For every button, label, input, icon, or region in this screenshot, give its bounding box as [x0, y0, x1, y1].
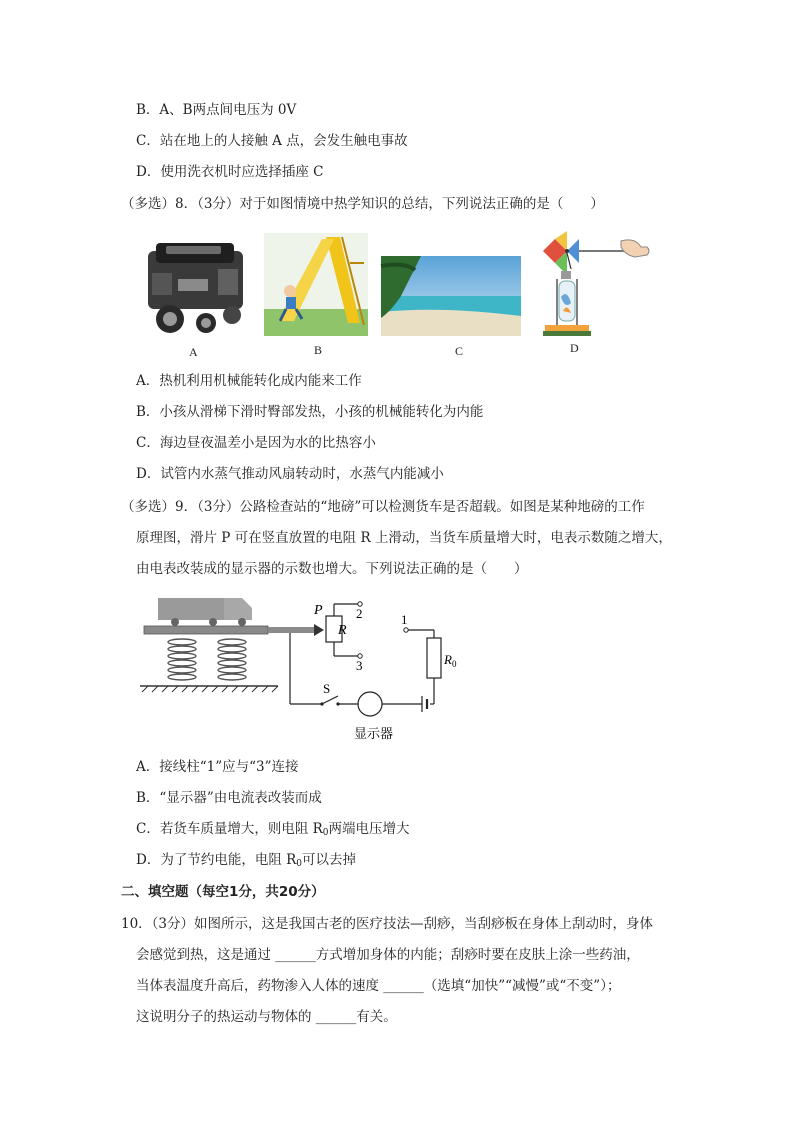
truck-icon	[158, 598, 252, 626]
resistor-r0	[427, 638, 441, 678]
spring-right	[218, 639, 246, 680]
display-meter-icon	[358, 692, 382, 716]
q10-line1: 10．（3分）如图所示，这是我国古老的医疗技法—刮痧，当刮痧板在身体上刮动时，身体	[121, 916, 654, 932]
label-r: R	[338, 623, 347, 638]
q8-stem: （多选）8．（3分）对于如图情境中热学知识的总结，下列说法正确的是（ ）	[121, 196, 604, 212]
q8-image-c-label: C	[455, 344, 464, 358]
q8-option-c: C．海边昼夜温差小是因为水的比热容小	[136, 435, 376, 451]
label-r0: $R_0$	[444, 652, 457, 669]
label-p: P	[314, 603, 323, 618]
q9-option-a: A．接线柱“1”应与“3”连接	[136, 759, 299, 775]
label-switch-s: S	[323, 681, 331, 696]
q8-image-b	[264, 233, 368, 336]
q8-image-d	[543, 233, 663, 338]
q8-image-c	[381, 256, 521, 336]
q9-stem-line2: 原理图，滑片 P 可在竖直放置的电阻 R 上滑动，当货车质量增大时，电表示数随之增大，	[136, 530, 672, 546]
q7-option-d: D．使用洗衣机时应选择插座 C	[136, 164, 324, 180]
q7-option-c: C．站在地上的人接触 A 点，会发生触电事故	[136, 133, 408, 149]
q8-image-d-label: D	[570, 341, 579, 355]
weighbridge-circuit-diagram	[130, 592, 457, 742]
q8-image-a	[138, 233, 253, 338]
q10-line3: 当体表温度升高后，药物渗入人体的速度 ______（选填“加快”“减慢”或“不变”）；	[136, 978, 621, 994]
q8-option-a: A．热机利用机械能转化成内能来工作	[136, 373, 362, 389]
label-terminal-3: 3	[356, 658, 363, 673]
q10-line4: 这说明分子的热运动与物体的 ______有关。	[136, 1009, 397, 1025]
q9-option-d: D．为了节约电能，电阻 $R_0$可以去掉	[136, 852, 357, 869]
q8-image-b-label: B	[314, 343, 323, 357]
q9-stem-line1: （多选）9．（3分）公路检查站的“地磅”可以检测货车是否超载。如图是某种地磅的工作	[121, 499, 645, 515]
test-tube-pinwheel-icon	[543, 233, 663, 338]
q9-option-c: C．若货车质量增大，则电阻 $R_0$两端电压增大	[136, 821, 410, 838]
q8-image-a-label: A	[189, 345, 198, 359]
spring-left	[168, 639, 196, 680]
label-terminal-1: 1	[401, 612, 408, 627]
q7-option-b: B．A、B两点间电压为 0V	[136, 102, 297, 118]
slide-icon	[264, 233, 368, 336]
label-terminal-2: 2	[356, 606, 363, 621]
q9-option-b: B．“显示器”由电流表改装而成	[136, 790, 322, 806]
q9-stem-line3: 由电表改装成的显示器的示数也增大。下列说法正确的是（ ）	[136, 561, 528, 577]
beach-icon	[381, 256, 521, 336]
section-heading-fill-in: 二、填空题（每空1分，共20分）	[121, 884, 325, 900]
label-display: 显示器	[354, 726, 394, 741]
q8-option-b: B．小孩从滑梯下滑时臀部发热，小孩的机械能转化为内能	[136, 404, 484, 420]
q8-option-d: D．试管内水蒸气推动风扇转动时，水蒸气内能减小	[136, 466, 444, 482]
q10-line2: 会感觉到热，这是通过 ______方式增加身体的内能；刮痧时要在皮肤上涂一些药油，	[136, 947, 640, 963]
engine-icon	[138, 233, 253, 338]
